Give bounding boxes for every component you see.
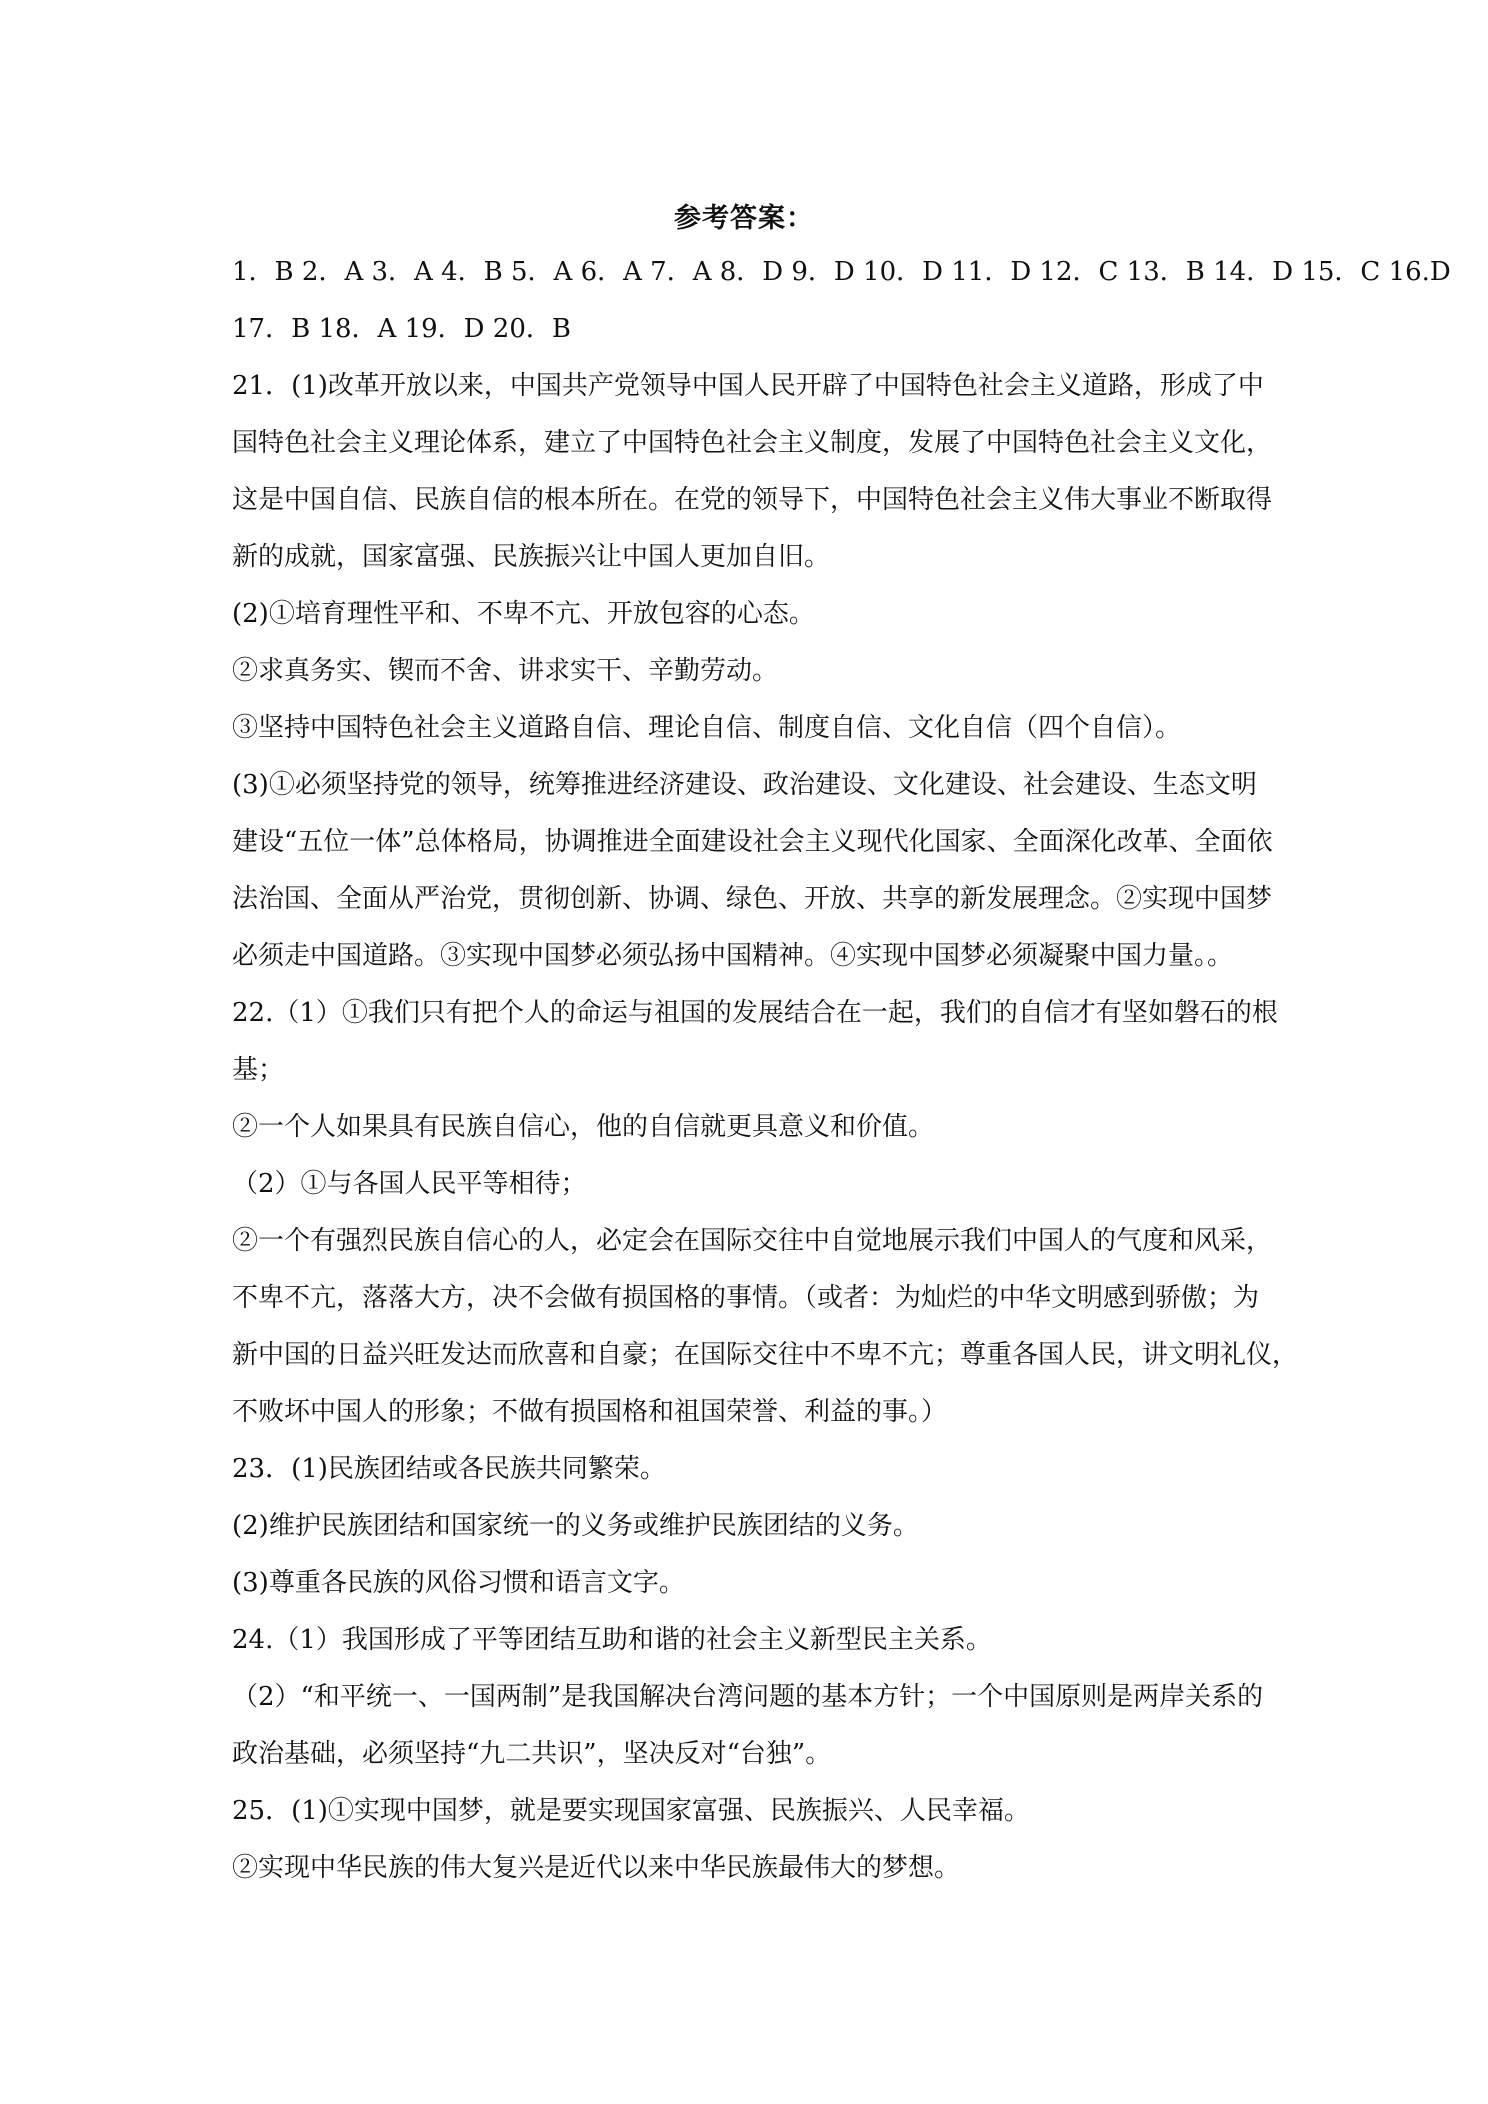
answer-line: 24.（1）我国形成了平等团结互助和谐的社会主义新型民主关系。 <box>232 1625 992 1655</box>
answer-line: ②一个有强烈民族自信心的人，必定会在国际交往中自觉地展示我们中国人的气度和风采， <box>232 1226 1273 1256</box>
answer-line: 政治基础，必须坚持“九二共识”，坚决反对“台独”。 <box>232 1739 832 1769</box>
answer-line: 1．B 2．A 3．A 4．B 5．A 6．A 7．A 8．D 9．D 10．D 11．D 12．C 13．B 14．D 15．C 16.D <box>232 257 1451 287</box>
answer-line: 17．B 18．A 19．D 20．B <box>232 314 571 344</box>
page-title: 参考答案： <box>674 203 814 234</box>
answer-line: （2）“和平统一、一国两制”是我国解决台湾问题的基本方针；一个中国原则是两岸关系的 <box>232 1682 1264 1712</box>
answer-line: 建设“五位一体”总体格局，协调推进全面建设社会主义现代化国家、全面深化改革、全面依 <box>232 827 1273 857</box>
answer-line: 不卑不亢，落落大方，决不会做有损国格的事情。（或者：为灿烂的中华文明感到骄傲；为 <box>232 1283 1260 1313</box>
answer-line: 必须走中国道路。③实现中国梦必须弘扬中国精神。④实现中国梦必须凝聚中国力量。。 <box>232 941 1234 971</box>
answer-line: （2）①与各国人民平等相待； <box>232 1169 587 1199</box>
answer-line: 25．(1)①实现中国梦，就是要实现国家富强、民族振兴、人民幸福。 <box>232 1796 1030 1826</box>
answer-line: 基； <box>232 1055 285 1085</box>
answer-line: 22.（1）①我们只有把个人的命运与祖国的发展结合在一起，我们的自信才有坚如磐石的根 <box>232 998 1278 1028</box>
answer-line: ②求真务实、锲而不舍、讲求实干、辛勤劳动。 <box>232 656 779 686</box>
answer-line: 这是中国自信、民族自信的根本所在。在党的领导下，中国特色社会主义伟大事业不断取得 <box>232 485 1273 515</box>
answer-line: 法治国、全面从严治党，贯彻创新、协调、绿色、开放、共享的新发展理念。②实现中国梦 <box>232 884 1273 914</box>
answer-line: 新的成就，国家富强、民族振兴让中国人更加自旧。 <box>232 542 831 572</box>
answer-line: ③坚持中国特色社会主义道路自信、理论自信、制度自信、文化自信（四个自信）。 <box>232 713 1182 743</box>
answer-line: 不败坏中国人的形象；不做有损国格和祖国荣誉、利益的事。） <box>232 1397 948 1427</box>
answer-line: 国特色社会主义理论体系，建立了中国特色社会主义制度，发展了中国特色社会主义文化， <box>232 428 1273 458</box>
answer-content <box>232 244 1451 1897</box>
answer-line: 21．(1)改革开放以来，中国共产党领导中国人民开辟了中国特色社会主义道路，形成了中 <box>232 371 1264 401</box>
answer-line: (3)①必须坚持党的领导，统筹推进经济建设、政治建设、文化建设、社会建设、生态文明 <box>232 770 1257 800</box>
answer-line: (2)①培育理性平和、不卑不亢、开放包容的心态。 <box>232 599 815 629</box>
answer-line: (3)尊重各民族的风俗习惯和语言文字。 <box>232 1568 685 1598</box>
answer-line: (2)维护民族团结和国家统一的义务或维护民族团结的义务。 <box>232 1511 919 1541</box>
answer-line: 新中国的日益兴旺发达而欣喜和自豪；在国际交往中不卑不亢；尊重各国人民，讲文明礼仪， <box>232 1340 1299 1370</box>
answer-line: 23．(1)民族团结或各民族共同繁荣。 <box>232 1454 666 1484</box>
answer-line: ②实现中华民族的伟大复兴是近代以来中华民族最伟大的梦想。 <box>232 1853 961 1883</box>
answer-line: ②一个人如果具有民族自信心，他的自信就更具意义和价值。 <box>232 1112 935 1142</box>
